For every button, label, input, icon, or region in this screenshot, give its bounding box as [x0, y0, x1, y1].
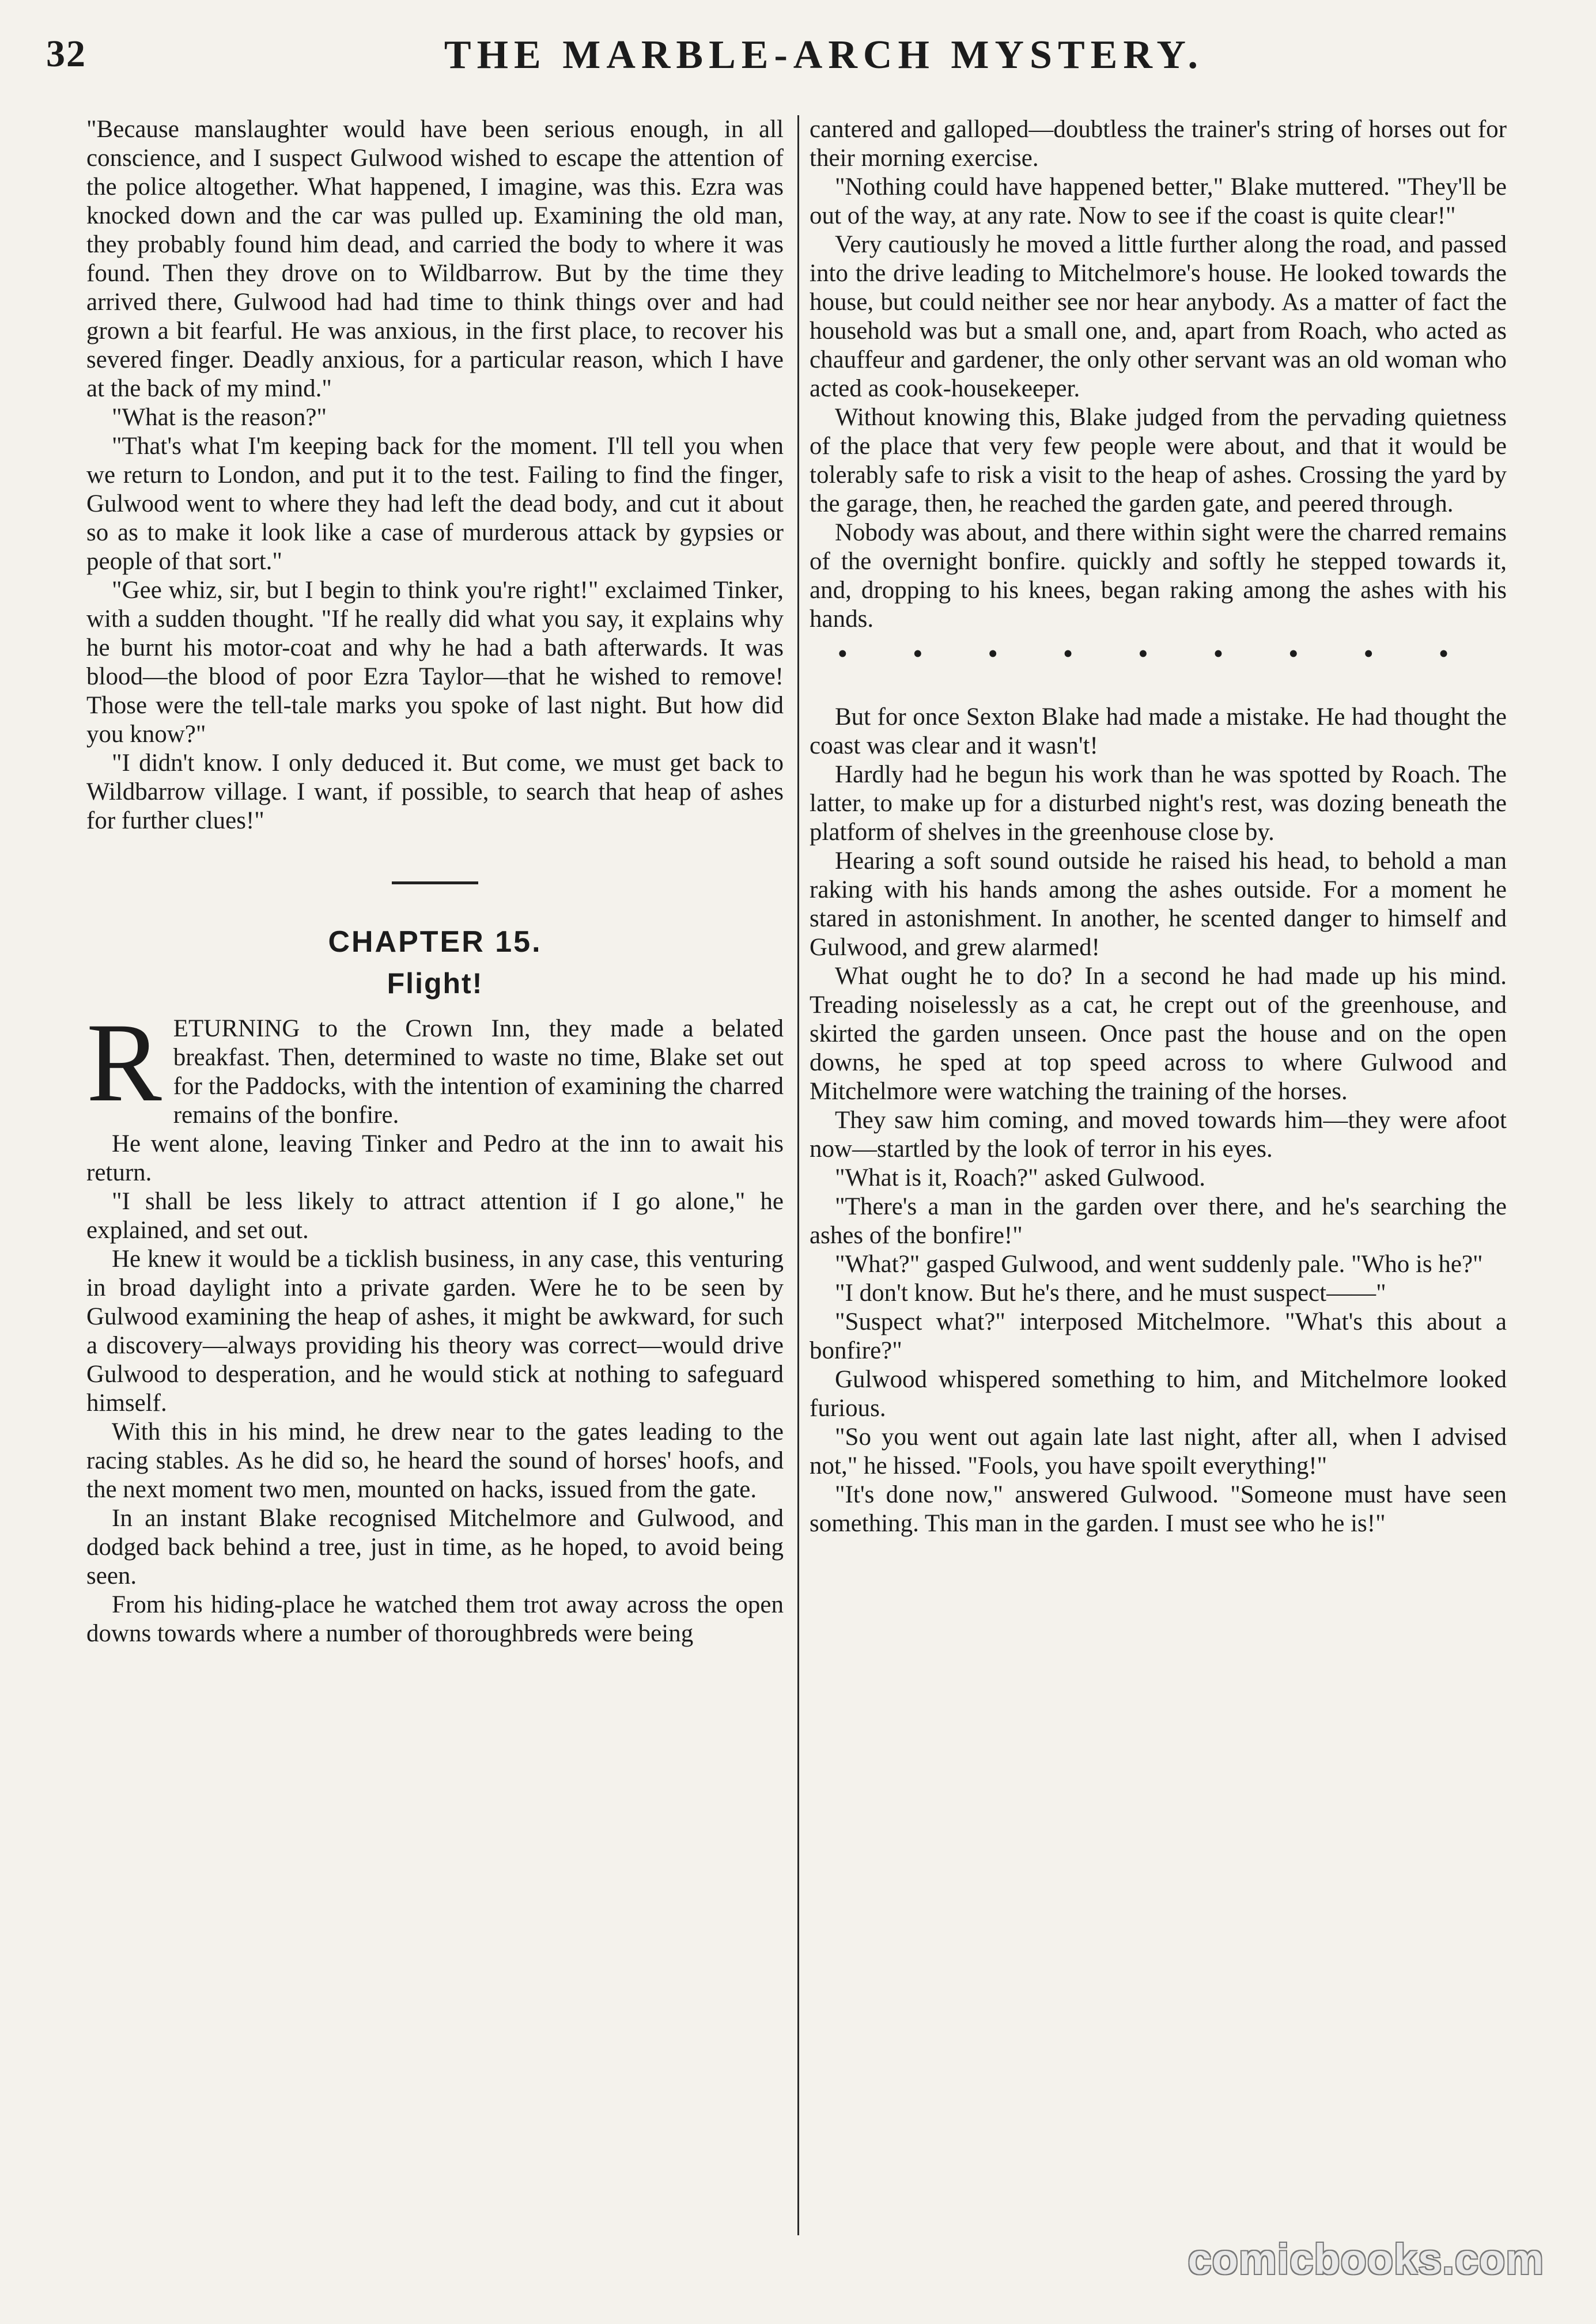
- paragraph: He went alone, leaving Tinker and Pedro at the inn to await his return.: [86, 1130, 784, 1186]
- chapter-divider-rule: [392, 881, 478, 884]
- paragraph: "What is the reason?": [112, 404, 327, 431]
- paragraph: "I shall be less likely to attract attention if I go alone," he explained, and set out.: [86, 1188, 784, 1244]
- paragraph: Gulwood whispered something to him, and Mitchelmore looked furious.: [810, 1366, 1507, 1422]
- paragraph: "Nothing could have happened better," Blake muttered. "They'll be out of the way, at any rate. Now to see if the coast is quite clear!": [810, 173, 1507, 229]
- first-paragraph-text: ETURNING to the Crown Inn, they made a belated breakfast. Then, determined to waste no time, Blake set out for the Paddocks, with the intention of examining the charred remains of the bonfire.: [173, 1015, 784, 1129]
- paragraph: "Because manslaughter would have been serious enough, in all conscience, and I suspect Gulwood wished to escape the attention of the police altogether. What happened, I imagine, was this. Ezra was knocked down and the car was pulled up. Examining the old man, they probably found him dead, and carried the body to where it was found. Then they drove on to Wildbarrow. But by the time they arrived there, Gulwood had had time to think things over and had grown a bit fearful. He was anxious, in the first place, to recover his severed finger. Deadly anxious, for a particular reason, which I have at the back of my mind.": [86, 116, 784, 402]
- paragraph: They saw him coming, and moved towards him—they were afoot now—startled by the look of terror in his eyes.: [810, 1107, 1507, 1163]
- paragraph: Hearing a soft sound outside he raised his head, to behold a man raking with his hands among the ashes outside. For a moment he stared in astonishment. In another, he scented danger to himself and Gulwood, and grew alarmed!: [810, 847, 1507, 961]
- paragraph: "What?" gasped Gulwood, and went suddenly pale. "Who is he?": [835, 1251, 1483, 1278]
- paragraph: cantered and galloped—doubtless the trainer's string of horses out for their morning exercise.: [810, 116, 1507, 172]
- drop-cap: R: [86, 1000, 162, 1125]
- paragraph: He knew it would be a ticklish business, in any case, this venturing in broad daylight into a private garden. Were he to be seen by Gulwood examining the heap of ashes, it might be awkward, for such a discovery—always providing his theory was correct—would drive Gulwood to desperation, and he would stick at nothing to safeguard himself.: [86, 1246, 784, 1417]
- column-divider: [797, 115, 799, 2235]
- paragraph: Without knowing this, Blake judged from the pervading quietness of the place that very few people were about, and that it would be tolerably safe to risk a visit to the heap of ashes. Crossing the yard by the garage, then, he reached the garden gate, and peered through.: [810, 404, 1507, 517]
- paragraph: With this in his mind, he drew near to the gates leading to the racing stables. As he did so, he heard the sound of horses' hoofs, and the next moment two men, mounted on hacks, issued from the gate.: [86, 1418, 784, 1503]
- paragraph: In an instant Blake recognised Mitchelmore and Gulwood, and dodged back behind a tree, just in time, as he hoped, to avoid being seen.: [86, 1505, 784, 1589]
- paragraph: "So you went out again late last night, after all, when I advised not," he hissed. "Fools, you have spoilt everything!": [810, 1424, 1507, 1479]
- paragraph: "There's a man in the garden over there, and he's searching the ashes of the bonfire!": [810, 1193, 1507, 1249]
- paragraph: What ought he to do? In a second he had made up his mind. Treading noiselessly as a cat, he crept out of the greenhouse, and skirted the garden unseen. Once past the house and on the open downs, he sped at top speed across to where Gulwood and Mitchelmore were watching the training of the horses.: [810, 963, 1507, 1105]
- paragraph: "I don't know. But he's there, and he must suspect——": [835, 1280, 1386, 1307]
- left-column: [86, 115, 784, 2183]
- running-title: THE MARBLE-ARCH MYSTERY.: [444, 33, 1204, 77]
- paragraph: "It's done now," answered Gulwood. "Someone must have seen something. This man in the garden. I must see who he is!": [810, 1481, 1507, 1537]
- page-number: 32: [46, 33, 86, 75]
- paragraph: Very cautiously he moved a little further along the road, and passed into the drive leading to Mitchelmore's house. He looked towards the house, but could neither see nor hear anybody. As a matter of fact the household was but a small one, and, apart from Roach, who acted as chauffeur and gardener, the only other servant was an old woman who acted as cook-housekeeper.: [810, 231, 1507, 402]
- watermark: comicbooks.com: [1187, 2235, 1544, 2283]
- paragraph: "I didn't know. I only deduced it. But come, we must get back to Wildbarrow village. I want, if possible, to search that heap of ashes for further clues!": [86, 750, 784, 834]
- paragraph-first: [86, 1000, 784, 1130]
- paragraph: "Suspect what?" interposed Mitchelmore. "What's this about a bonfire?": [810, 1308, 1507, 1364]
- paragraph: Nobody was about, and there within sight were the charred remains of the overnight bonfire. quickly and softly he stepped towards it, and, dropping to his knees, began raking among the ashes with his hands.: [810, 519, 1507, 633]
- paragraph: "Gee whiz, sir, but I begin to think you're right!" exclaimed Tinker, with a sudden thought. "If he really did what you say, it explains why he burnt his motor-coat and why he had a bath afterwards. It was blood—the blood of poor Ezra Taylor—that he wished to remove! Those were the tell-tale marks you spoke of last night. But how did you know?": [86, 577, 784, 748]
- paragraph: But for once Sexton Blake had made a mistake. He had thought the coast was clear and it wasn't!: [810, 703, 1507, 759]
- paragraph: "What is it, Roach?" asked Gulwood.: [835, 1164, 1205, 1191]
- chapter-number: CHAPTER 15.: [328, 925, 542, 959]
- chapter-title: Flight!: [387, 967, 483, 1000]
- section-break: • • • • • • • • •: [838, 639, 1478, 668]
- right-column: [810, 115, 1507, 2247]
- paragraph: "That's what I'm keeping back for the moment. I'll tell you when we return to London, and put it to the test. Failing to find the finger, Gulwood went to where they had left the dead body, and cut it about so as to make it look like a case of murderous attack by gypsies or people of that sort.": [86, 433, 784, 575]
- paragraph: Hardly had he begun his work than he was spotted by Roach. The latter, to make up for a disturbed night's rest, was dozing beneath the platform of shelves in the greenhouse close by.: [810, 761, 1507, 846]
- paragraph: From his hiding-place he watched them trot away across the open downs towards where a number of thoroughbreds were being: [86, 1591, 784, 1647]
